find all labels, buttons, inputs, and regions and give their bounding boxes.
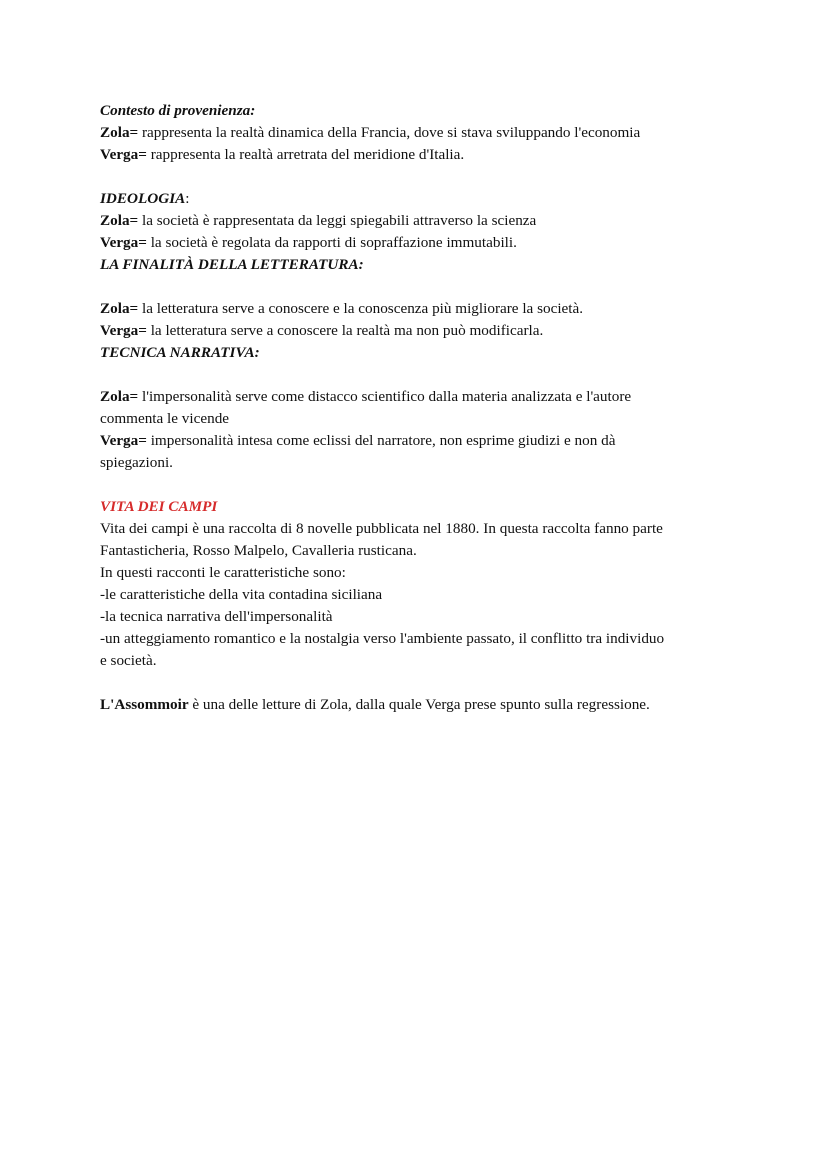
assommoir-line	[100, 694, 740, 716]
ideologia-verga-text: la società è regolata da rapporti di sopraffazione immutabili.	[146, 234, 517, 251]
section-heading-tecnica: TECNICA NARRATIVA:	[100, 344, 260, 361]
ideologia-heading-text: IDEOLOGIA	[100, 190, 186, 207]
vita-intro: In questi racconti le caratteristiche sono:	[100, 564, 346, 581]
spacer	[100, 276, 740, 298]
verga-label: Verga=	[100, 322, 147, 339]
ideologia-verga-line	[100, 232, 740, 254]
document-page	[100, 100, 740, 716]
tecnica-zola-text-1: l'impersonalità serve come distacco scientifico dalla materia analizzata e l'autore	[138, 388, 632, 405]
ideologia-zola-text: la società è rappresentata da leggi spiegabili attraverso la scienza	[138, 212, 537, 229]
list-item-continuation: e società.	[100, 652, 157, 669]
spacer	[100, 166, 740, 188]
list-item: -la tecnica narrativa dell'impersonalità	[100, 608, 333, 625]
assommoir-text: è una delle letture di Zola, dalla quale Verga prese spunto sulla regressione.	[188, 696, 650, 713]
tecnica-zola-line-1	[100, 386, 740, 408]
spacer	[100, 672, 740, 694]
assommoir-title: L'Assommoir	[100, 696, 189, 713]
vita-paragraph-line-2: Fantasticheria, Rosso Malpelo, Cavalleria rusticana.	[100, 542, 417, 559]
contesto-verga-text: rappresenta la realtà arretrata del meridione d'Italia.	[146, 146, 465, 163]
zola-label: Zola=	[100, 388, 139, 405]
ideologia-zola-line	[100, 210, 740, 232]
verga-label: Verga=	[100, 234, 147, 251]
section-heading-vita-dei-campi: VITA DEI CAMPI	[100, 498, 218, 515]
tecnica-verga-line-1	[100, 430, 740, 452]
verga-label: Verga=	[100, 146, 147, 163]
finalita-zola-line	[100, 298, 740, 320]
contesto-zola-line	[100, 122, 740, 144]
section-heading-ideologia	[100, 188, 740, 210]
contesto-verga-line	[100, 144, 740, 166]
spacer	[100, 474, 740, 496]
finalita-verga-text: la letteratura serve a conoscere la realtà ma non può modificarla.	[146, 322, 544, 339]
spacer	[100, 364, 740, 386]
zola-label: Zola=	[100, 124, 139, 141]
contesto-zola-text: rappresenta la realtà dinamica della Francia, dove si stava sviluppando l'economia	[138, 124, 641, 141]
ideologia-heading-colon: :	[185, 190, 190, 207]
list-item: -le caratteristiche della vita contadina siciliana	[100, 586, 383, 603]
tecnica-zola-line-2: commenta le vicende	[100, 410, 230, 427]
finalita-verga-line	[100, 320, 740, 342]
section-heading-finalita: LA FINALITÀ DELLA LETTERATURA:	[100, 256, 364, 273]
list-item: -un atteggiamento romantico e la nostalgia verso l'ambiente passato, il conflitto tra individuo	[100, 630, 665, 647]
finalita-zola-text: la letteratura serve a conoscere e la conoscenza più migliorare la società.	[138, 300, 584, 317]
tecnica-verga-text-1: impersonalità intesa come eclissi del narratore, non esprime giudizi e non dà	[146, 432, 616, 449]
tecnica-verga-line-2: spiegazioni.	[100, 454, 173, 471]
zola-label: Zola=	[100, 300, 139, 317]
zola-label: Zola=	[100, 212, 139, 229]
section-heading-contesto: Contesto di provenienza:	[100, 102, 256, 119]
vita-paragraph-line-1: Vita dei campi è una raccolta di 8 novelle pubblicata nel 1880. In questa raccolta fanno parte	[100, 520, 663, 537]
verga-label: Verga=	[100, 432, 147, 449]
